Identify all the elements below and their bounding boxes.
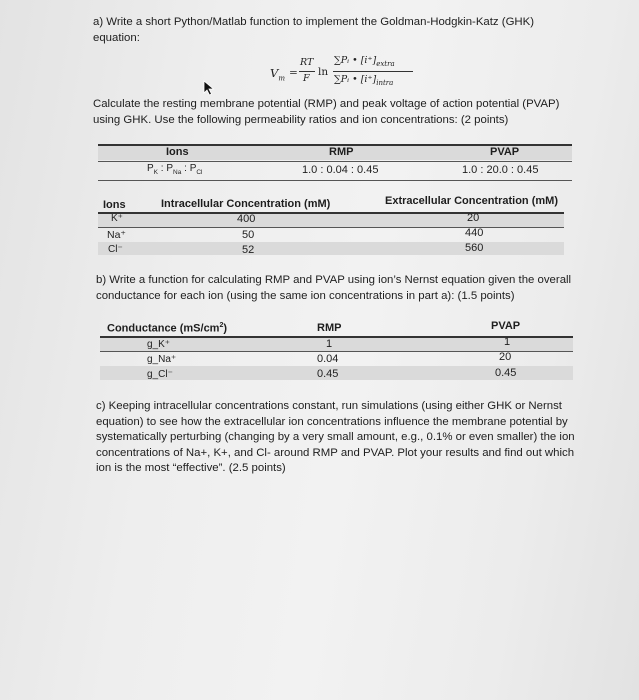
conc-header-ions: Ions [103, 199, 126, 211]
cond-rmp-gna: 0.04 [317, 353, 339, 365]
cond-header-pvap: PVAP [491, 320, 521, 332]
cond-rmp-gcl: 0.45 [317, 368, 339, 380]
eq-numerator: ∑Pᵢ • $[i^+]_{extra}$ [334, 55, 395, 68]
cond-pvap-gk: 1 [504, 336, 511, 348]
eq-equals: = [289, 67, 298, 79]
perm-header-pvap: PVAP [490, 146, 520, 158]
part-c-text: c) Keeping intracellular concentrations constant, run simulations (using either GHK or Nernst equation) to see how the extracellular ion concentrations influence the membrane potential by systematically perturbing (changing by a very small amount, e.g., 0.1% or even smaller) the ion concentrations of Na+, K+, and Cl- around RMP and PVAP. Plot your results and find out which ion is the most “effective”. (2.5 points) [96, 400, 575, 474]
perm-header-rmp: RMP [329, 146, 354, 158]
eq-f: F [303, 73, 310, 84]
cond-pvap-gna: 20 [499, 351, 512, 363]
cond-header-rmp: RMP [317, 322, 342, 334]
conc-extra-na: 440 [465, 227, 484, 239]
perm-rmp-value: 1.0 : 0.04 : 0.45 [302, 164, 379, 176]
conc-extra-k: 20 [467, 212, 480, 224]
conc-header-intra: Intracellular Concentration (mM) [161, 198, 331, 210]
mouse-cursor-icon [203, 80, 215, 96]
conc-header-extra: Extracellular Concentration (mM) [385, 195, 558, 207]
cond-name-gna: g_Na⁺ [147, 354, 177, 365]
conc-intra-na: 50 [242, 229, 255, 241]
cond-name-gk: g_K⁺ [147, 339, 171, 350]
eq-lhs: $V_m$ [270, 66, 285, 83]
conc-intra-cl: 52 [242, 244, 255, 256]
part-b-text: b) Write a function for calculating RMP and PVAP using ion’s Nernst equation given the overall conductance for each ion (using the same ion concentrations in part a): (1.5 points) [96, 274, 572, 302]
part-a-intro: a) Write a short Python/Matlab function to implement the Goldman-Hodgkin-Katz (GHK) equation: [93, 16, 535, 44]
perm-row-label: $P_K$ : $P_{Na}$ : $P_{Cl}$ [147, 163, 203, 176]
conc-ion-na: Na⁺ [107, 229, 126, 241]
conc-ion-cl: Cl⁻ [108, 244, 123, 255]
part-a-task: Calculate the resting membrane potential (RMP) and peak voltage of action potential (PVAP) using GHK. Use the following permeability ratios and ion concentrations: (2 points) [93, 98, 560, 126]
cond-header-label: Conductance $(mS/cm^2)$ [107, 322, 228, 335]
cond-rmp-gk: 1 [326, 338, 333, 350]
conc-extra-cl: 560 [465, 242, 484, 254]
eq-ln: ln [318, 66, 329, 78]
eq-rt: RT [300, 57, 314, 68]
cond-name-gcl: g_Cl⁻ [147, 369, 173, 380]
perm-pvap-value: 1.0 : 20.0 : 0.45 [462, 164, 539, 176]
perm-header-ions: Ions [166, 146, 189, 158]
conc-intra-k: 400 [237, 213, 256, 225]
eq-denominator: ∑Pᵢ • $[i^+]_{intra}$ [334, 74, 394, 87]
cond-pvap-gcl: 0.45 [495, 367, 517, 379]
conc-ion-k: K⁺ [111, 213, 123, 224]
